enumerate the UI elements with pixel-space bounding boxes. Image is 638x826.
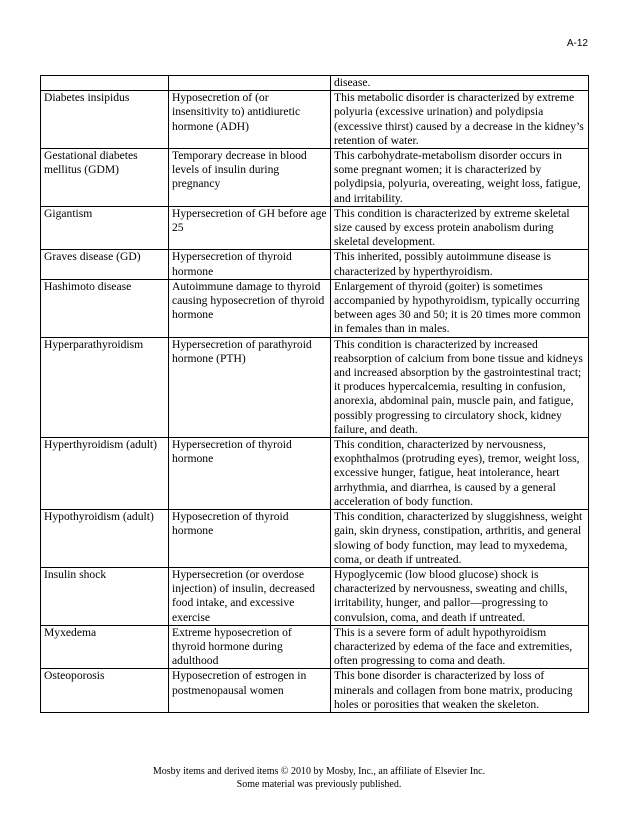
cause-cell: Hypersecretion of thyroid hormone xyxy=(169,250,331,279)
description-cell: This condition, characterized by sluggishness, weight gain, skin dryness, constipation, arthritis, and general slowing of body function, may lead to myxedema, coma, or death if untreated. xyxy=(331,510,589,568)
endocrine-disorders-table xyxy=(40,75,589,713)
description-cell: This condition is characterized by increased reabsorption of calcium from bone tissue and kidneys and increased absorption by the gastrointestinal tract; it produces hypercalcemia, resulting in confusion, anorexia, abdominal pain, muscle pain, and fatigue, possibly progressing to circulatory shock, kidney failure, and death. xyxy=(331,337,589,437)
copyright-footer xyxy=(0,765,638,791)
table-row xyxy=(41,206,589,250)
table-row xyxy=(41,76,589,91)
table-row xyxy=(41,149,589,207)
disorder-cell xyxy=(41,76,169,91)
table-row xyxy=(41,669,589,713)
disorder-cell: Hashimoto disease xyxy=(41,279,169,337)
description-cell: Enlargement of thyroid (goiter) is sometimes accompanied by hypothyroidism, typically occurring between ages 30 and 50; it is 20 times more common in females than in males. xyxy=(331,279,589,337)
description-cell: This bone disorder is characterized by loss of minerals and collagen from bone matrix, producing holes or porosities that weaken the skeleton. xyxy=(331,669,589,713)
page-number: A-12 xyxy=(566,38,588,49)
table-row xyxy=(41,567,589,625)
cause-cell: Extreme hyposecretion of thyroid hormone during adulthood xyxy=(169,625,331,669)
description-cell: This carbohydrate-metabolism disorder occurs in some pregnant women; it is characterized by polydipsia, polyuria, overeating, weight loss, fatigue, and irritability. xyxy=(331,149,589,207)
cause-cell xyxy=(169,76,331,91)
cause-cell: Hyposecretion of thyroid hormone xyxy=(169,510,331,568)
cause-cell: Hyposecretion of estrogen in postmenopausal women xyxy=(169,669,331,713)
disorder-cell: Graves disease (GD) xyxy=(41,250,169,279)
description-cell: disease. xyxy=(331,76,589,91)
cause-cell: Temporary decrease in blood levels of insulin during pregnancy xyxy=(169,149,331,207)
description-cell: This inherited, possibly autoimmune disease is characterized by hyperthyroidism. xyxy=(331,250,589,279)
table-row xyxy=(41,337,589,437)
description-cell: This condition is characterized by extreme skeletal size caused by excess protein anabolism during skeletal development. xyxy=(331,206,589,250)
description-cell: Hypoglycemic (low blood glucose) shock is characterized by nervousness, sweating and chills, irritability, hunger, and pallor—progressing to convulsion, coma, and death if untreated. xyxy=(331,567,589,625)
cause-cell: Hypersecretion of parathyroid hormone (PTH) xyxy=(169,337,331,437)
disorder-cell: Insulin shock xyxy=(41,567,169,625)
cause-cell: Hyposecretion of (or insensitivity to) antidiuretic hormone (ADH) xyxy=(169,91,331,149)
disorder-cell: Myxedema xyxy=(41,625,169,669)
table-row xyxy=(41,279,589,337)
description-cell: This condition, characterized by nervousness, exophthalmos (protruding eyes), tremor, weight loss, excessive hunger, fatigue, heat intolerance, heart arrhythmia, and diarrhea, is caused by a general acceleration of body function. xyxy=(331,438,589,510)
disorder-cell: Hyperparathyroidism xyxy=(41,337,169,437)
disorder-cell: Hyperthyroidism (adult) xyxy=(41,438,169,510)
cause-cell: Hypersecretion (or overdose injection) of insulin, decreased food intake, and excessive exercise xyxy=(169,567,331,625)
disorder-cell: Hypothyroidism (adult) xyxy=(41,510,169,568)
table-row xyxy=(41,91,589,149)
description-cell: This metabolic disorder is characterized by extreme polyuria (excessive urination) and polydipsia (excessive thirst) caused by a decrease in the kidney’s retention of water. xyxy=(331,91,589,149)
description-cell: This is a severe form of adult hypothyroidism characterized by edema of the face and extremities, often progressing to coma and death. xyxy=(331,625,589,669)
cause-cell: Autoimmune damage to thyroid causing hyposecretion of thyroid hormone xyxy=(169,279,331,337)
disorder-cell: Osteoporosis xyxy=(41,669,169,713)
table-row xyxy=(41,250,589,279)
footer-line-2: Some material was previously published. xyxy=(236,779,402,790)
disorder-cell: Diabetes insipidus xyxy=(41,91,169,149)
table-row xyxy=(41,510,589,568)
cause-cell: Hypersecretion of thyroid hormone xyxy=(169,438,331,510)
cause-cell: Hypersecretion of GH before age 25 xyxy=(169,206,331,250)
disorder-cell: Gestational diabetes mellitus (GDM) xyxy=(41,149,169,207)
disorder-cell: Gigantism xyxy=(41,206,169,250)
table-row xyxy=(41,438,589,510)
footer-line-1: Mosby items and derived items © 2010 by Mosby, Inc., an affiliate of Elsevier Inc. xyxy=(152,766,486,777)
table-row xyxy=(41,625,589,669)
